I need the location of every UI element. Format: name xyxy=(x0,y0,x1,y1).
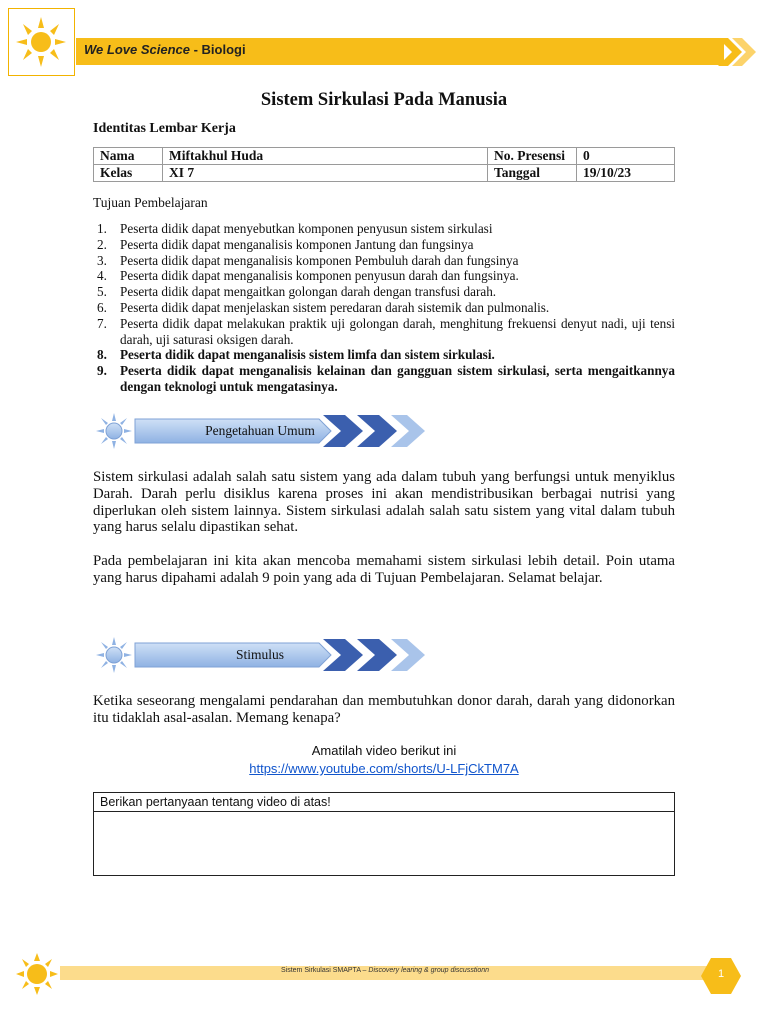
footer-text: Sistem Sirkulasi SMAPTA – Discovery learing & group discusstionn xyxy=(280,967,490,974)
list-item: 6. Peserta didik dapat menjelaskan sistem peredaran darah sistemik dan pulmonalis. xyxy=(97,299,550,315)
intro-paragraph: Sistem sirkulasi adalah salah satu sistem yang ada dalam tubuh yang berfungsi untuk menyiklus Darah. Darah perlu disiklus karena proses ini akan mendistribusikan berbagai nutrisi yang diperlukan oleh sistem lainnya. Sistem sirkulasi adalah salah satu sistem yang vital dalam tubuh yang harus selalu dipastikan sehat. xyxy=(93,469,675,536)
table-cell: 19/10/23 xyxy=(577,165,675,182)
page-title: Sistem Sirkulasi Pada Manusia xyxy=(260,90,508,110)
table-cell: No. Presensi xyxy=(488,148,577,165)
page-number: 1 xyxy=(717,968,725,980)
table-cell: 0 xyxy=(577,148,675,165)
section-label: Stimulus xyxy=(235,647,284,662)
identity-heading: Identitas Lembar Kerja xyxy=(93,121,236,136)
section-banner-stimulus xyxy=(95,635,427,675)
table-row xyxy=(94,148,675,165)
stimulus-paragraph: Ketika seseorang mengalami pendarahan dan membutuhkan donor darah, darah yang didonorkan itu tidaklah asal-asalan. Memang kenapa? xyxy=(93,693,675,726)
page-number-badge xyxy=(700,955,742,997)
video-instruction: Amatilah video berikut ini xyxy=(311,743,457,758)
objectives-heading: Tujuan Pembelajaran xyxy=(93,195,208,210)
list-item: 2. Peserta didik dapat menganalisis komponen Jantung dan fungsinya xyxy=(97,236,474,252)
question-box xyxy=(93,792,675,876)
list-item: 7. Peserta didik dapat melakukan praktik uji golongan darah, menghitung frekuensi denyut nadi, uji tensi darah, uji saturasi oksigen darah. xyxy=(97,315,675,347)
section-banner-pengetahuan xyxy=(95,411,427,451)
table-cell: Nama xyxy=(94,148,163,165)
section-label: Pengetahuan Umum xyxy=(205,423,315,438)
video-link-row xyxy=(0,761,768,776)
sun-logo xyxy=(8,8,75,76)
footer-sun-icon xyxy=(14,952,60,996)
answer-area[interactable] xyxy=(94,812,674,876)
header-title: We Love Science - Biologi xyxy=(84,42,246,57)
table-row xyxy=(94,165,675,182)
intro-paragraph-2: Pada pembelajaran ini kita akan mencoba memahami sistem sirkulasi lebih detail. Poin utama yang harus dipahami adalah 9 poin yang ada di Tujuan Pembelajaran. Selamat belajar. xyxy=(93,553,675,586)
list-item: 3. Peserta didik dapat menganalisis komponen Pembuluh darah dan fungsinya xyxy=(97,252,519,268)
video-link[interactable]: https://www.youtube.com/shorts/U-LFjCkTM7A xyxy=(249,761,519,776)
header-brand: We Love Science xyxy=(84,42,190,57)
list-item: 5. Peserta didik dapat mengaitkan golongan darah dengan transfusi darah. xyxy=(97,284,497,300)
table-cell: XI 7 xyxy=(163,165,488,182)
list-item: 8. Peserta didik dapat menganalisis sistem limfa dan sistem sirkulasi. xyxy=(97,347,495,363)
header-subject: Biologi xyxy=(201,42,246,57)
objectives-list xyxy=(93,221,675,395)
table-cell: Kelas xyxy=(94,165,163,182)
header-band xyxy=(76,38,724,65)
sun-icon xyxy=(9,9,74,75)
list-item: 1. Peserta didik dapat menyebutkan komponen penyusun sistem sirkulasi xyxy=(97,221,493,236)
table-cell: Miftakhul Huda xyxy=(163,148,488,165)
identity-table xyxy=(93,147,675,182)
list-item: 4. Peserta didik dapat menganalisis komponen penyusun darah dan fungsinya. xyxy=(97,268,519,284)
footer-band xyxy=(60,966,710,980)
question-prompt: Berikan pertanyaan tentang video di atas! xyxy=(94,793,674,812)
chevron-right-icon xyxy=(718,36,760,68)
list-item: 9. Peserta didik dapat menganalisis kelainan dan gangguan sistem sirkulasi, serta mengaitkannya dengan teknologi untuk mengatasinya. xyxy=(97,363,675,394)
table-cell: Tanggal xyxy=(488,165,577,182)
